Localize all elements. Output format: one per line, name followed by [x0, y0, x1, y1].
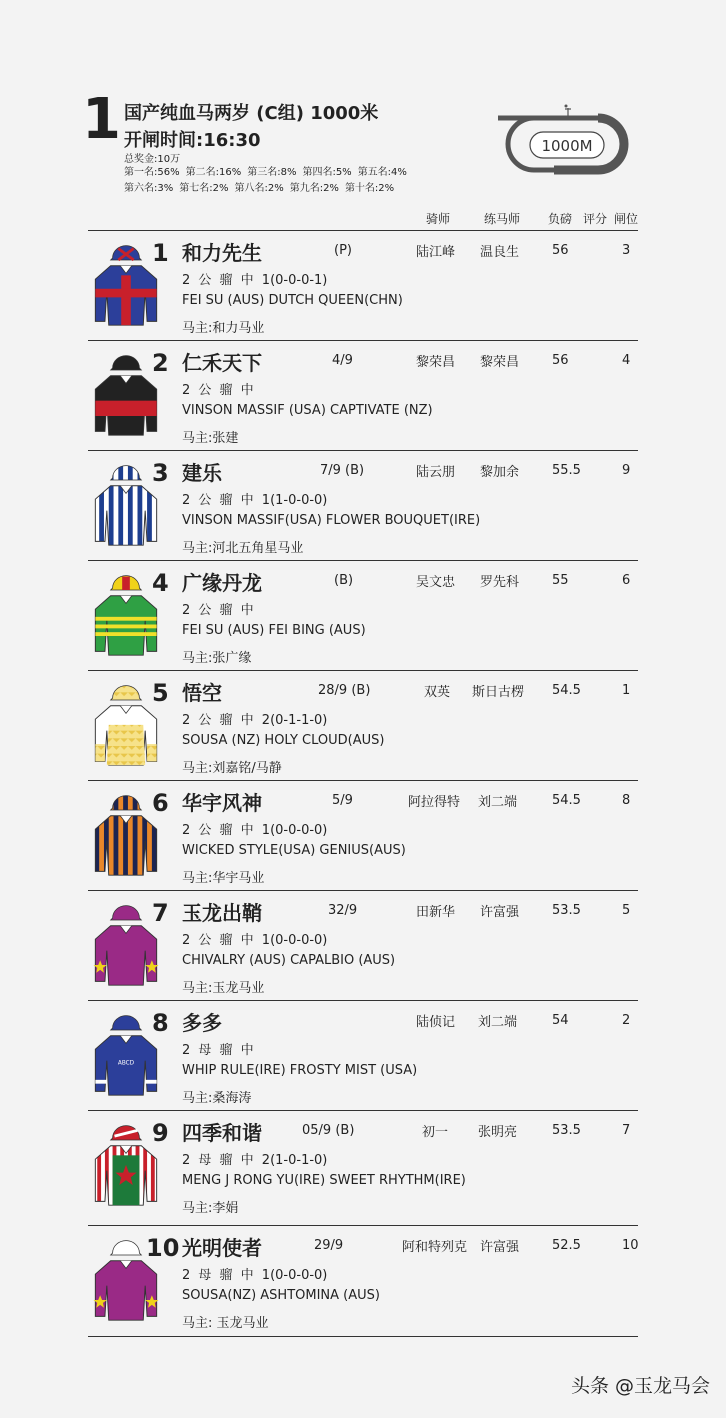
- horse-info: 2 母 骝 中 1(0-0-0-0): [182, 1268, 328, 1283]
- track-diagram: [494, 102, 634, 176]
- horse-number: 2: [152, 349, 169, 377]
- jockey-name: 田新华: [416, 905, 456, 920]
- horse-draw: 4: [622, 353, 631, 368]
- horse-owner: 马主: 玉龙马业: [182, 1316, 269, 1331]
- horse-draw: 10: [622, 1238, 639, 1253]
- horse-draw: 3: [622, 243, 631, 258]
- race-start-time: 开闸时间:16:30: [124, 130, 261, 151]
- horse-odds: 5/9: [332, 793, 353, 808]
- trainer-name: 许富强: [480, 1240, 520, 1255]
- trainer-name: 温良生: [480, 245, 520, 260]
- horse-row: [88, 1225, 638, 1337]
- horse-owner: 马主:河北五角星马业: [182, 541, 304, 556]
- horse-odds: 32/9: [328, 903, 358, 918]
- horse-weight: 55: [552, 573, 569, 588]
- horse-pedigree: SOUSA(NZ) ASHTOMINA (AUS): [182, 1288, 380, 1303]
- horse-odds: 28/9 (B): [318, 683, 371, 698]
- horse-number: 9: [152, 1119, 169, 1147]
- horse-row: [88, 230, 638, 341]
- prize-line-2: 第六名:3% 第七名:2% 第八名:2% 第九名:2% 第十名:2%: [124, 183, 395, 194]
- header-rating: 评分: [583, 212, 608, 226]
- horse-info: 2 公 骝 中 1(0-0-0-0): [182, 823, 328, 838]
- horse-number: 10: [146, 1234, 180, 1262]
- horse-row: [88, 670, 638, 781]
- horse-weight: 55.5: [552, 463, 581, 478]
- horse-name: 四季和谐: [182, 1121, 262, 1145]
- horse-pedigree: FEI SU (AUS) FEI BING (AUS): [182, 623, 366, 638]
- horse-info: 2 公 骝 中: [182, 603, 254, 618]
- horse-number: 6: [152, 789, 169, 817]
- horse-name: 多多: [182, 1011, 222, 1035]
- horse-draw: 5: [622, 903, 631, 918]
- trainer-name: 黎加余: [480, 465, 520, 480]
- horse-info: 2 公 骝 中 1(1-0-0-0): [182, 493, 328, 508]
- horse-info: 2 公 骝 中 1(0-0-0-1): [182, 273, 328, 288]
- header-weight: 负磅: [548, 212, 573, 226]
- jockey-name: 黎荣昌: [416, 355, 456, 370]
- jockey-name: 陆江峰: [416, 245, 456, 260]
- horse-row: [88, 890, 638, 1001]
- horse-name: 玉龙出鞘: [182, 901, 262, 925]
- horse-weight: 52.5: [552, 1238, 581, 1253]
- horse-row: [88, 1000, 638, 1111]
- horse-owner: 马主:华宇马业: [182, 871, 265, 886]
- horse-weight: 54.5: [552, 793, 581, 808]
- jockey-name: 阿和特列克: [402, 1240, 468, 1255]
- horse-info: 2 公 骝 中 1(0-0-0-0): [182, 933, 328, 948]
- horse-name: 广缘丹龙: [182, 571, 262, 595]
- horse-number: 5: [152, 679, 169, 707]
- horse-draw: 2: [622, 1013, 631, 1028]
- horse-name: 仁禾天下: [182, 351, 262, 375]
- horse-draw: 9: [622, 463, 631, 478]
- horse-pedigree: WICKED STYLE(USA) GENIUS(AUS): [182, 843, 406, 858]
- horse-name: 和力先生: [182, 241, 262, 265]
- horse-owner: 马主:桑海涛: [182, 1091, 252, 1106]
- horse-row: [88, 560, 638, 671]
- horse-weight: 54.5: [552, 683, 581, 698]
- horse-odds: 05/9 (B): [302, 1123, 355, 1138]
- horse-name: 悟空: [182, 681, 222, 705]
- horse-pedigree: VINSON MASSIF(USA) FLOWER BOUQUET(IRE): [182, 513, 481, 528]
- jockey-name: 初一: [422, 1125, 449, 1140]
- horse-row: [88, 340, 638, 451]
- horse-owner: 马主:张广缘: [182, 651, 252, 666]
- horse-pedigree: VINSON MASSIF (USA) CAPTIVATE (NZ): [182, 403, 433, 418]
- distance-badge: 1000M: [541, 137, 593, 155]
- horse-info: 2 公 骝 中: [182, 383, 254, 398]
- trainer-name: 刘二端: [478, 795, 518, 810]
- trainer-name: 张明亮: [478, 1125, 518, 1140]
- horse-number: 3: [152, 459, 169, 487]
- jockey-name: 双英: [424, 685, 451, 700]
- horse-weight: 56: [552, 353, 569, 368]
- prize-distribution: [124, 165, 464, 197]
- header-jockey: 骑师: [426, 212, 451, 226]
- svg-text:ABCD: ABCD: [117, 1060, 135, 1067]
- horse-weight: 53.5: [552, 1123, 581, 1138]
- horse-info: 2 公 骝 中 2(0-1-1-0): [182, 713, 328, 728]
- jockey-name: 陆云朋: [416, 465, 456, 480]
- horse-row: [88, 1110, 638, 1221]
- horse-pedigree: CHIVALRY (AUS) CAPALBIO (AUS): [182, 953, 396, 968]
- trainer-name: 黎荣昌: [480, 355, 520, 370]
- jockey-name: 陆侦记: [416, 1015, 456, 1030]
- trainer-name: 许富强: [480, 905, 520, 920]
- horse-owner: 马主:张建: [182, 431, 239, 446]
- horse-owner: 马主:李娟: [182, 1201, 239, 1216]
- horse-draw: 8: [622, 793, 631, 808]
- horse-name: 华宇风神: [182, 791, 262, 815]
- horse-number: 7: [152, 899, 169, 927]
- horse-draw: 1: [622, 683, 631, 698]
- horse-pedigree: SOUSA (NZ) HOLY CLOUD(AUS): [182, 733, 385, 748]
- horse-pedigree: MENG J RONG YU(IRE) SWEET RHYTHM(IRE): [182, 1173, 466, 1188]
- horse-number: 8: [152, 1009, 169, 1037]
- horse-info: 2 母 骝 中 2(1-0-1-0): [182, 1153, 328, 1168]
- horse-odds: 29/9: [314, 1238, 344, 1253]
- race-number: 1: [82, 87, 121, 152]
- trainer-name: 罗先科: [480, 575, 520, 590]
- jockey-name: 吴文忠: [416, 575, 456, 590]
- horse-weight: 54: [552, 1013, 569, 1028]
- horse-name: 光明使者: [182, 1236, 262, 1260]
- horse-number: 4: [152, 569, 169, 597]
- header-draw: 闸位: [614, 212, 639, 226]
- horse-owner: 马主:刘嘉铭/马静: [182, 761, 282, 776]
- horse-owner: 马主:玉龙马业: [182, 981, 265, 996]
- horse-info: 2 母 骝 中: [182, 1043, 254, 1058]
- horse-draw: 6: [622, 573, 631, 588]
- horse-row: [88, 780, 638, 891]
- horse-number: 1: [152, 239, 169, 267]
- horse-odds: (P): [334, 243, 352, 258]
- horse-odds: (B): [334, 573, 354, 588]
- header-trainer: 练马师: [484, 212, 521, 226]
- horse-owner: 马主:和力马业: [182, 321, 265, 336]
- horse-pedigree: FEI SU (AUS) DUTCH QUEEN(CHN): [182, 293, 403, 308]
- watermark: 头条 @玉龙马会: [570, 1375, 710, 1397]
- horse-weight: 56: [552, 243, 569, 258]
- horse-row: [88, 450, 638, 561]
- trainer-name: 刘二端: [478, 1015, 518, 1030]
- horse-name: 建乐: [182, 461, 222, 485]
- horse-weight: 53.5: [552, 903, 581, 918]
- race-title: 国产纯血马两岁 (C组) 1000米: [124, 103, 379, 124]
- prize-line-1: 第一名:56% 第二名:16% 第三名:8% 第四名:5% 第五名:4%: [124, 167, 407, 178]
- total-purse: 总奖金:10万: [124, 154, 181, 165]
- horse-pedigree: WHIP RULE(IRE) FROSTY MIST (USA): [182, 1063, 418, 1078]
- horse-odds: 7/9 (B): [320, 463, 365, 478]
- horse-draw: 7: [622, 1123, 631, 1138]
- jockey-name: 阿拉得特: [408, 795, 461, 810]
- trainer-name: 斯日古楞: [472, 685, 525, 700]
- horse-odds: 4/9: [332, 353, 353, 368]
